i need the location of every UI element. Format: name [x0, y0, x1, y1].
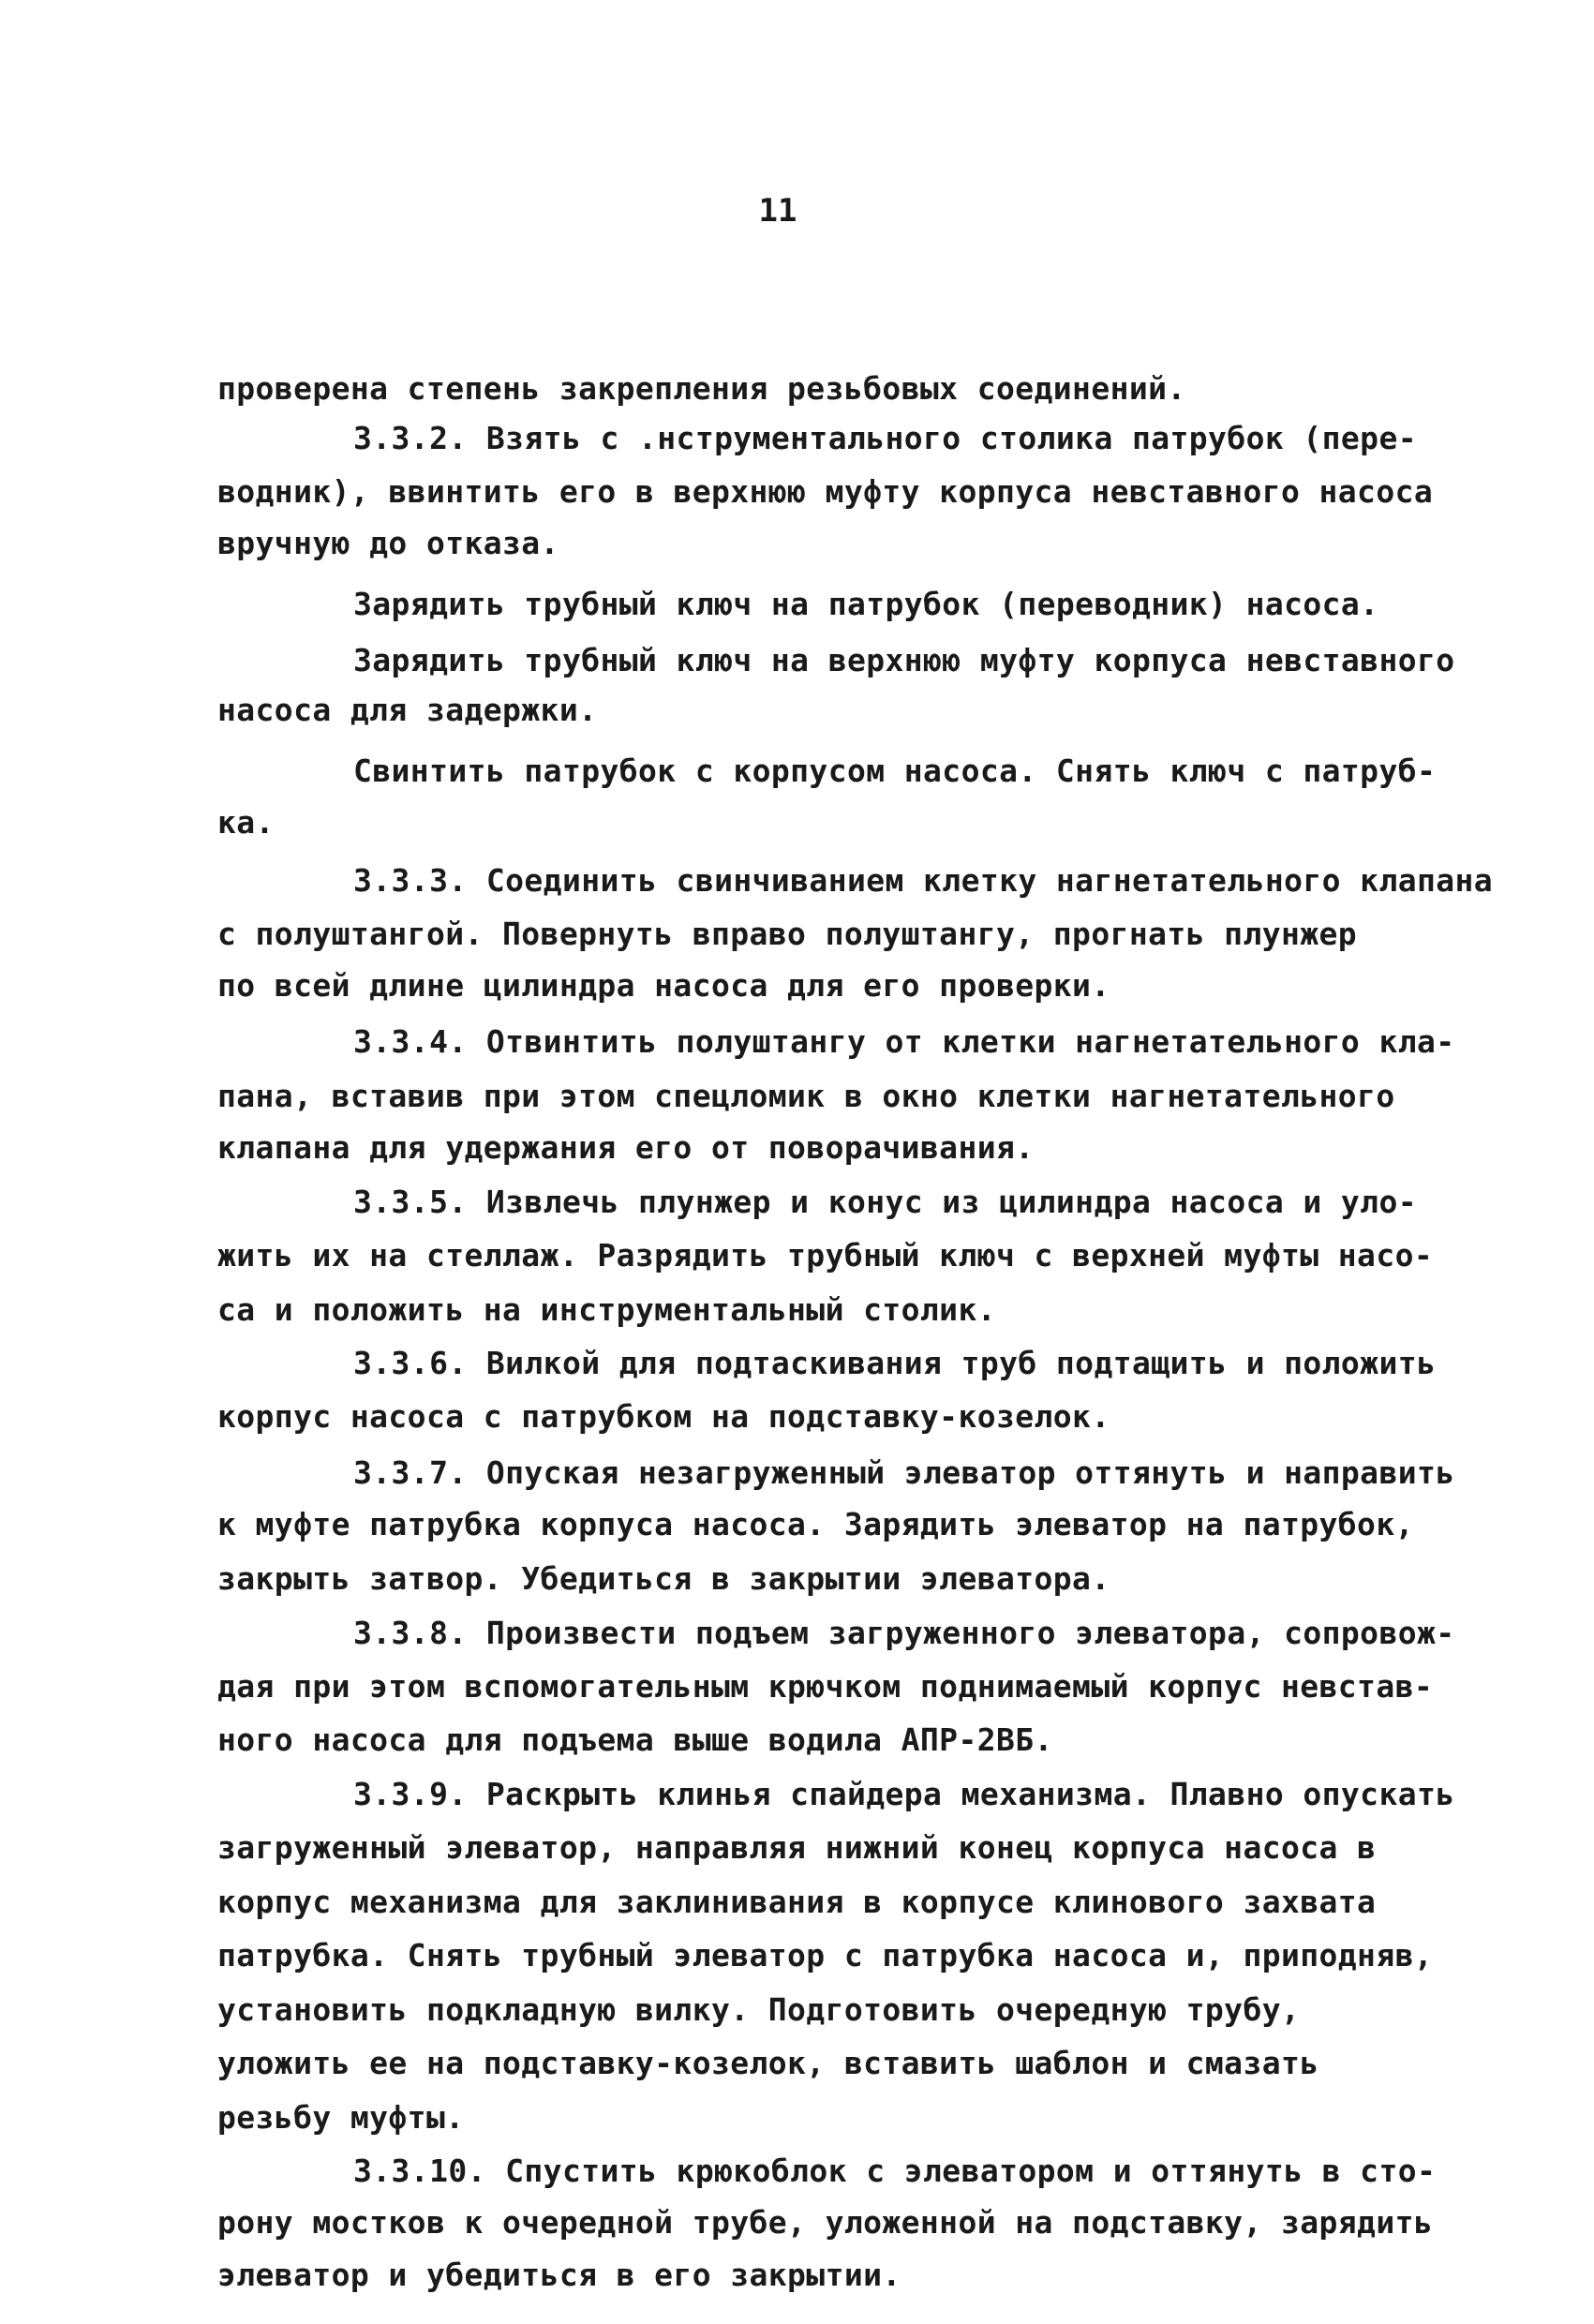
text-line: патрубка. Снять трубный элеватор с патрубка насоса и, приподняв, [217, 1937, 1434, 1974]
text-line: ка. [217, 804, 275, 841]
text-line: корпус насоса с патрубком на подставку-козелок. [217, 1398, 1110, 1435]
text-line: пана, вставив при этом спецломик в окно клетки нагнетательного [217, 1078, 1395, 1114]
text-line: установить подкладную вилку. Подготовить очередную трубу, [217, 1991, 1301, 2028]
text-line: жить их на стеллаж. Разрядить трубный ключ с верхней муфты насо- [217, 1237, 1434, 1274]
text-line: 3.3.3. Соединить свинчиванием клетку нагнетательного клапана [353, 862, 1494, 899]
text-line: Свинтить патрубок с корпусом насоса. Снять ключ с патруб- [353, 752, 1437, 789]
text-line: к муфте патрубка корпуса насоса. Зарядить элеватор на патрубок, [217, 1506, 1414, 1542]
text-line: 3.3.6. Вилкой для подтаскивания труб подтащить и положить [353, 1345, 1437, 1381]
text-line: водник), ввинтить его в верхнюю муфту корпуса невставного насоса [217, 473, 1434, 510]
text-line: Зарядить трубный ключ на патрубок (переводник) насоса. [353, 586, 1379, 622]
text-line: загруженный элеватор, направляя нижний конец корпуса насоса в [217, 1829, 1377, 1866]
text-line: насоса для задержки. [217, 692, 598, 728]
text-line: с полуштангой. Повернуть вправо полуштангу, прогнать плунжер [217, 916, 1358, 952]
text-line: са и положить на инструментальный столик. [217, 1291, 996, 1328]
text-line: корпус механизма для заклинивания в корпусе клинового захвата [217, 1884, 1377, 1920]
text-line: 3.3.7. Опуская незагруженный элеватор оттянуть и направить [353, 1454, 1455, 1491]
text-line: 3.3.8. Произвести подъем загруженного элеватора, сопровож- [353, 1615, 1455, 1651]
text-line: вручную до отказа. [217, 525, 559, 561]
text-line: 3.3.10. Спустить крюкоблок с элеватором и оттянуть в сто- [353, 2153, 1437, 2189]
text-line: элеватор и убедиться в его закрытии. [217, 2257, 901, 2293]
text-line: по всей длине цилиндра насоса для его проверки. [217, 967, 1110, 1004]
text-line: 3.3.9. Раскрыть клинья спайдера механизма. Плавно опускать [353, 1776, 1455, 1812]
text-line: резьбу муфты. [217, 2099, 465, 2136]
page-number: 11 [758, 192, 797, 230]
text-line: рону мостков к очередной трубе, уложенной на подставку, зарядить [217, 2204, 1434, 2241]
text-line: 3.3.2. Взять с .нструментального столика патрубок (пере- [353, 420, 1417, 456]
text-line: клапана для удержания его от поворачивания. [217, 1129, 1035, 1166]
text-line: 3.3.4. Отвинтить полуштангу от клетки нагнетательного кла- [353, 1023, 1455, 1060]
text-line: 3.3.5. Извлечь плунжер и конус из цилиндра насоса и уло- [353, 1184, 1417, 1220]
text-line: дая при этом вспомогательным крючком поднимаемый корпус невстав- [217, 1668, 1434, 1705]
text-line: ного насоса для подъема выше водила АПР-2ВБ. [217, 1721, 1053, 1758]
text-line: закрыть затвор. Убедиться в закрытии элеватора. [217, 1560, 1110, 1597]
text-line: проверена степень закрепления резьбовых соединений. [217, 370, 1186, 407]
text-line: Зарядить трубный ключ на верхнюю муфту корпуса невставного [353, 642, 1455, 678]
text-line: уложить ее на подставку-козелок, вставить шаблон и смазать [217, 2045, 1319, 2081]
